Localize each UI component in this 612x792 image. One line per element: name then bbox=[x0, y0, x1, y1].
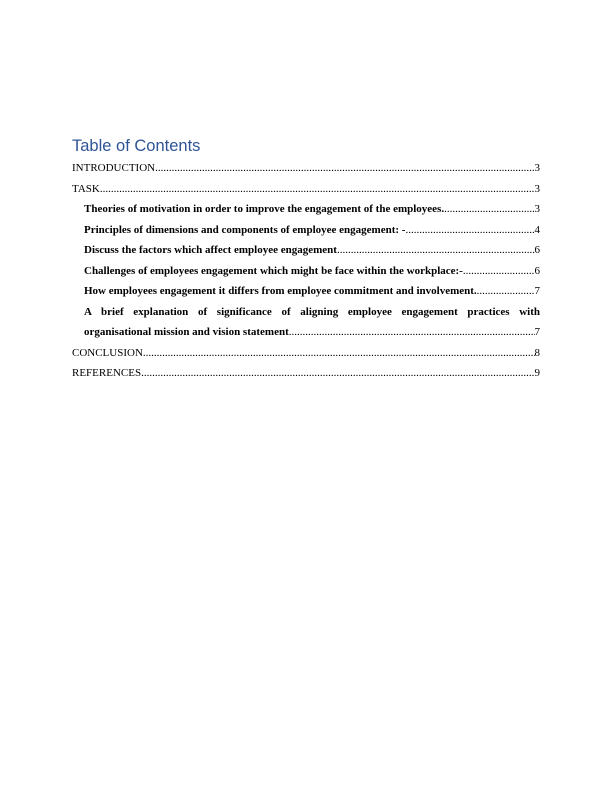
toc-entry-conclusion[interactable] bbox=[72, 343, 540, 364]
toc-entry-text: REFERENCES bbox=[72, 367, 142, 379]
toc-entry-text: Discuss the factors which affect employee engagement bbox=[84, 244, 337, 256]
toc-page-number: 8 bbox=[534, 346, 540, 359]
toc-page-number: 7 bbox=[534, 326, 540, 338]
dot-leader bbox=[100, 179, 535, 200]
dot-leader bbox=[463, 261, 535, 282]
toc-entry-challenges[interactable] bbox=[72, 261, 540, 282]
dot-leader bbox=[143, 343, 535, 364]
toc-entry-text: How employees engagement it differs from employee commitment and involvement. bbox=[84, 285, 477, 297]
dot-leader bbox=[289, 322, 535, 343]
dot-leader bbox=[155, 158, 534, 179]
toc-entry-text: Principles of dimensions and components of employee engagement: - bbox=[84, 223, 406, 236]
toc-page-number: 3 bbox=[534, 182, 540, 195]
toc-entry-theories-of-motivation[interactable] bbox=[72, 199, 540, 220]
toc-page-number: 7 bbox=[534, 285, 540, 297]
toc-page-number: 6 bbox=[534, 244, 540, 256]
toc-entry-task[interactable] bbox=[72, 179, 540, 200]
toc-entry-text: CONCLUSION bbox=[72, 346, 143, 359]
toc-page-number: 3 bbox=[534, 162, 540, 174]
toc-page-number: 4 bbox=[534, 223, 540, 236]
dot-leader bbox=[477, 281, 535, 302]
toc-entry-factors[interactable] bbox=[72, 240, 540, 261]
toc-entry-text-line2: organisational mission and vision statement bbox=[84, 326, 289, 338]
toc-page-number: 9 bbox=[534, 367, 540, 379]
toc-page-number: 6 bbox=[534, 264, 540, 277]
dot-leader bbox=[444, 199, 534, 220]
toc-page-number: 3 bbox=[534, 203, 540, 215]
toc-entry-references[interactable] bbox=[72, 363, 540, 384]
toc-entry-engagement-differs[interactable] bbox=[72, 281, 540, 302]
table-of-contents bbox=[72, 158, 540, 384]
toc-entry-text: INTRODUCTION bbox=[72, 162, 156, 174]
dot-leader bbox=[405, 220, 534, 241]
dot-leader bbox=[141, 363, 534, 384]
toc-title: Table of Contents bbox=[72, 137, 201, 155]
dot-leader bbox=[337, 240, 535, 261]
toc-entry-text-line1: A brief explanation of significance of aligning employee engagement practices with bbox=[84, 305, 540, 318]
toc-entry-text: Theories of motivation in order to improve the engagement of the employees. bbox=[84, 203, 445, 215]
toc-entry-brief-explanation[interactable] bbox=[72, 302, 540, 343]
toc-entry-text: TASK bbox=[72, 182, 100, 195]
toc-entry-principles[interactable] bbox=[72, 220, 540, 241]
toc-entry-introduction[interactable] bbox=[72, 158, 540, 179]
toc-entry-text: Challenges of employees engagement which might be face within the workplace:- bbox=[84, 264, 463, 277]
